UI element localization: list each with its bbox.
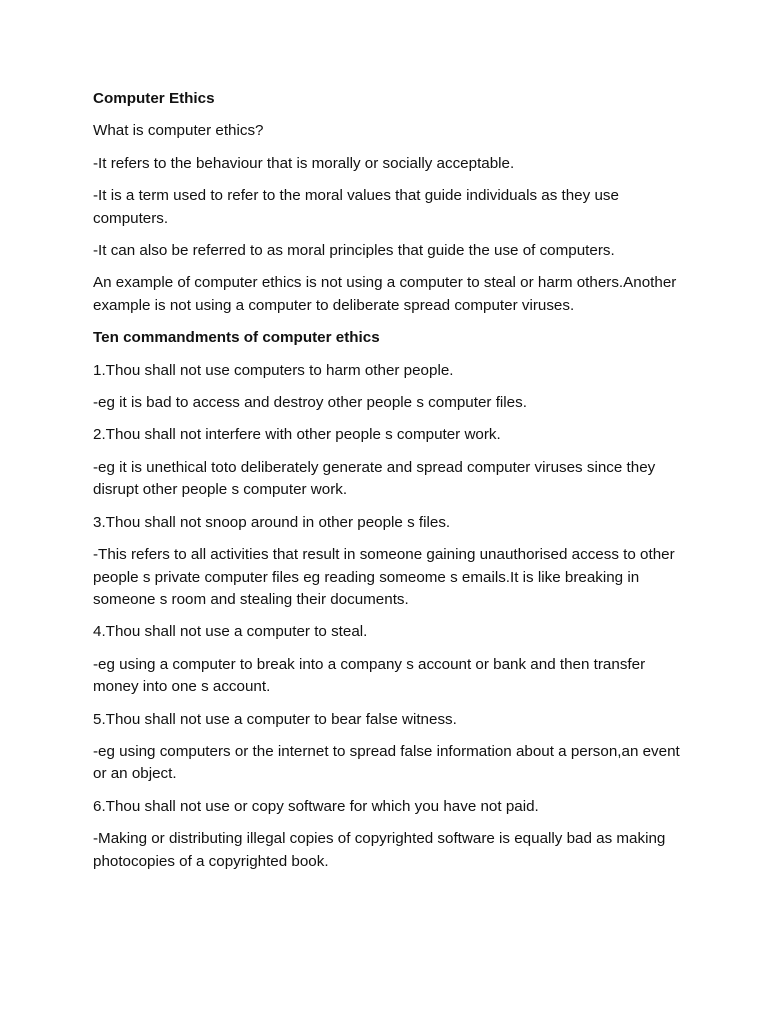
paragraph: -This refers to all activities that result in someone gaining unauthorised access to other people s private computer files eg reading someome s emails.It is like breaking in someone s room and stealing their documents.: [93, 546, 675, 608]
paragraph: An example of computer ethics is not using a computer to steal or harm others.Another example is not using a computer to deliberate spread computer viruses.: [93, 274, 677, 314]
paragraph: -It refers to the behaviour that is morally or socially acceptable.: [93, 154, 515, 172]
paragraph: 4.Thou shall not use a computer to steal.: [93, 623, 368, 641]
paragraph: 5.Thou shall not use a computer to bear false witness.: [93, 710, 457, 728]
paragraph: -It can also be referred to as moral principles that guide the use of computers.: [93, 242, 615, 260]
paragraph: 3.Thou shall not snoop around in other people s files.: [93, 513, 451, 531]
paragraph: 1.Thou shall not use computers to harm other people.: [93, 361, 454, 379]
paragraph: -eg using computers or the internet to spread false information about a person,an event or an object.: [93, 742, 680, 783]
paragraph: -It is a term used to refer to the moral values that guide individuals as they use computers.: [93, 187, 619, 227]
paragraph: -eg using a computer to break into a company s account or bank and then transfer money into one s account.: [93, 655, 646, 696]
document-body: [93, 120, 688, 873]
paragraph: -eg it is unethical toto deliberately generate and spread computer viruses since they disrupt other people s computer work.: [93, 458, 656, 499]
section-heading: Ten commandments of computer ethics: [93, 329, 380, 347]
paragraph: -Making or distributing illegal copies of copyrighted software is equally bad as making photocopies of a copyrighted book.: [93, 830, 666, 870]
paragraph: 6.Thou shall not use or copy software for which you have not paid.: [93, 797, 539, 815]
paragraph: -eg it is bad to access and destroy other people s computer files.: [93, 394, 527, 412]
document-title: Computer Ethics: [93, 90, 215, 107]
paragraph: 2.Thou shall not interfere with other people s computer work.: [93, 426, 501, 444]
paragraph: What is computer ethics?: [93, 122, 264, 140]
